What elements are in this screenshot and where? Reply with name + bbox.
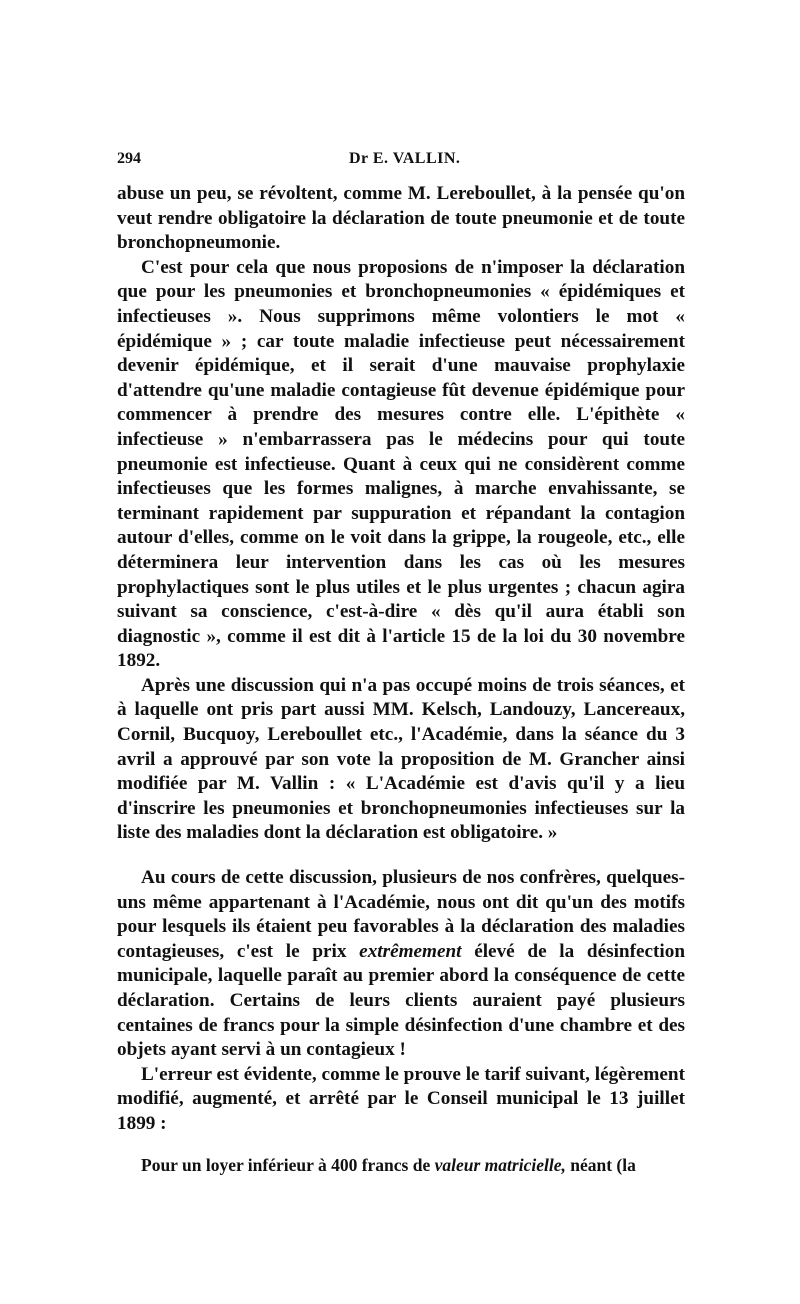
paragraph-academy-vote: Après une discussion qui n'a pas occupé moins de trois séances, et à laquelle ont pris part aussi MM. Kelsch, Landouzy, Lancereaux, Cornil, Bucquoy, Lereboullet etc., l'Académie, dans la séance du 3 avril a approuvé par son vote la proposition de M. Grancher ainsi modifiée par M. Vallin : « L'Académie est d'avis qu'il y a lieu d'inscrire les pneumonies et bronchopneumonies infectieuses sur la liste des maladies dont la déclaration est obligatoire. » <box>117 674 685 844</box>
running-head-author <box>349 150 460 168</box>
emphasis-valeur-matricielle: valeur matricielle, <box>434 1154 566 1175</box>
paragraph-continuation: abuse un peu, se révoltent, comme M. Lereboullet, à la pensée qu'on veut rendre obligatoire la déclaration de toute pneumonie et de toute bronchopneumonie. <box>117 183 685 254</box>
paragraph-disinfection-cost-end: élevé de la désinfection municipale, laquelle paraît au premier abord la conséquence de cette déclaration. Certains de leurs clients auraient payé plusieurs centaines de francs pour la simple désinfection d'une chambre et des objets ayant servi à un contagieux ! <box>117 940 685 1061</box>
paragraph-tariff-first-line <box>117 1153 685 1177</box>
tariff-line-end: néant (la <box>570 1154 636 1175</box>
document-page <box>117 150 685 1177</box>
author-name: E. VALLIN. <box>372 150 461 167</box>
paragraph-disinfection-cost <box>117 866 685 1063</box>
running-head <box>117 150 685 174</box>
tariff-line-start: Pour un loyer inférieur à 400 francs de <box>141 1154 431 1175</box>
emphasis-extremement: extrêmement <box>359 940 462 962</box>
paragraph-disinfection-cost-start: Au cours de cette discussion, plusieurs de nos confrères, quelques-uns même appartenant à l'Académie, nous ont dit qu'un des motifs pour lesquels ils étaient peu favorables à la déclaration des maladies contagieuses, c'est le prix <box>117 867 685 962</box>
paragraph-declaration-proposal: C'est pour cela que nous proposions de n'imposer la déclaration que pour les pneumonies et bronchopneumonies « épidémiques et infectieuses ». Nous supprimons même volontiers le mot « épidémique » ; car toute maladie infectieuse peut nécessairement devenir épidémique, et il serait d'une mauvaise prophylaxie d'attendre qu'une maladie contagieuse fût devenue épidémique pour commencer à prendre des mesures contre elle. L'épithète « infectieuse » n'embarrassera pas le médecins pour qui toute pneumonie est infectieuse. Quant à ceux qui ne considèrent comme infectieuses que les formes malignes, à marche envahissante, se terminant rapidement par suppuration et répandant la contagion autour d'elles, comme on le voit dans la grippe, la rougeole, etc., elle déterminera leur intervention dans les cas où les mesures prophylactiques sont le plus utiles et le plus urgentes ; chacun agira suivant sa conscience, c'est-à-dire « dès qu'il aura établi son diagnostic », comme il est dit à l'article 15 de la loi du 30 novembre 1892. <box>117 256 685 672</box>
page-number: 294 <box>117 150 141 167</box>
author-prefix: Dr <box>349 150 369 167</box>
paragraph-tariff-intro: L'erreur est évidente, comme le prouve le tarif suivant, légèrement modifié, augmenté, et arrêté par le Conseil municipal le 13 juillet 1899 : <box>117 1063 685 1134</box>
